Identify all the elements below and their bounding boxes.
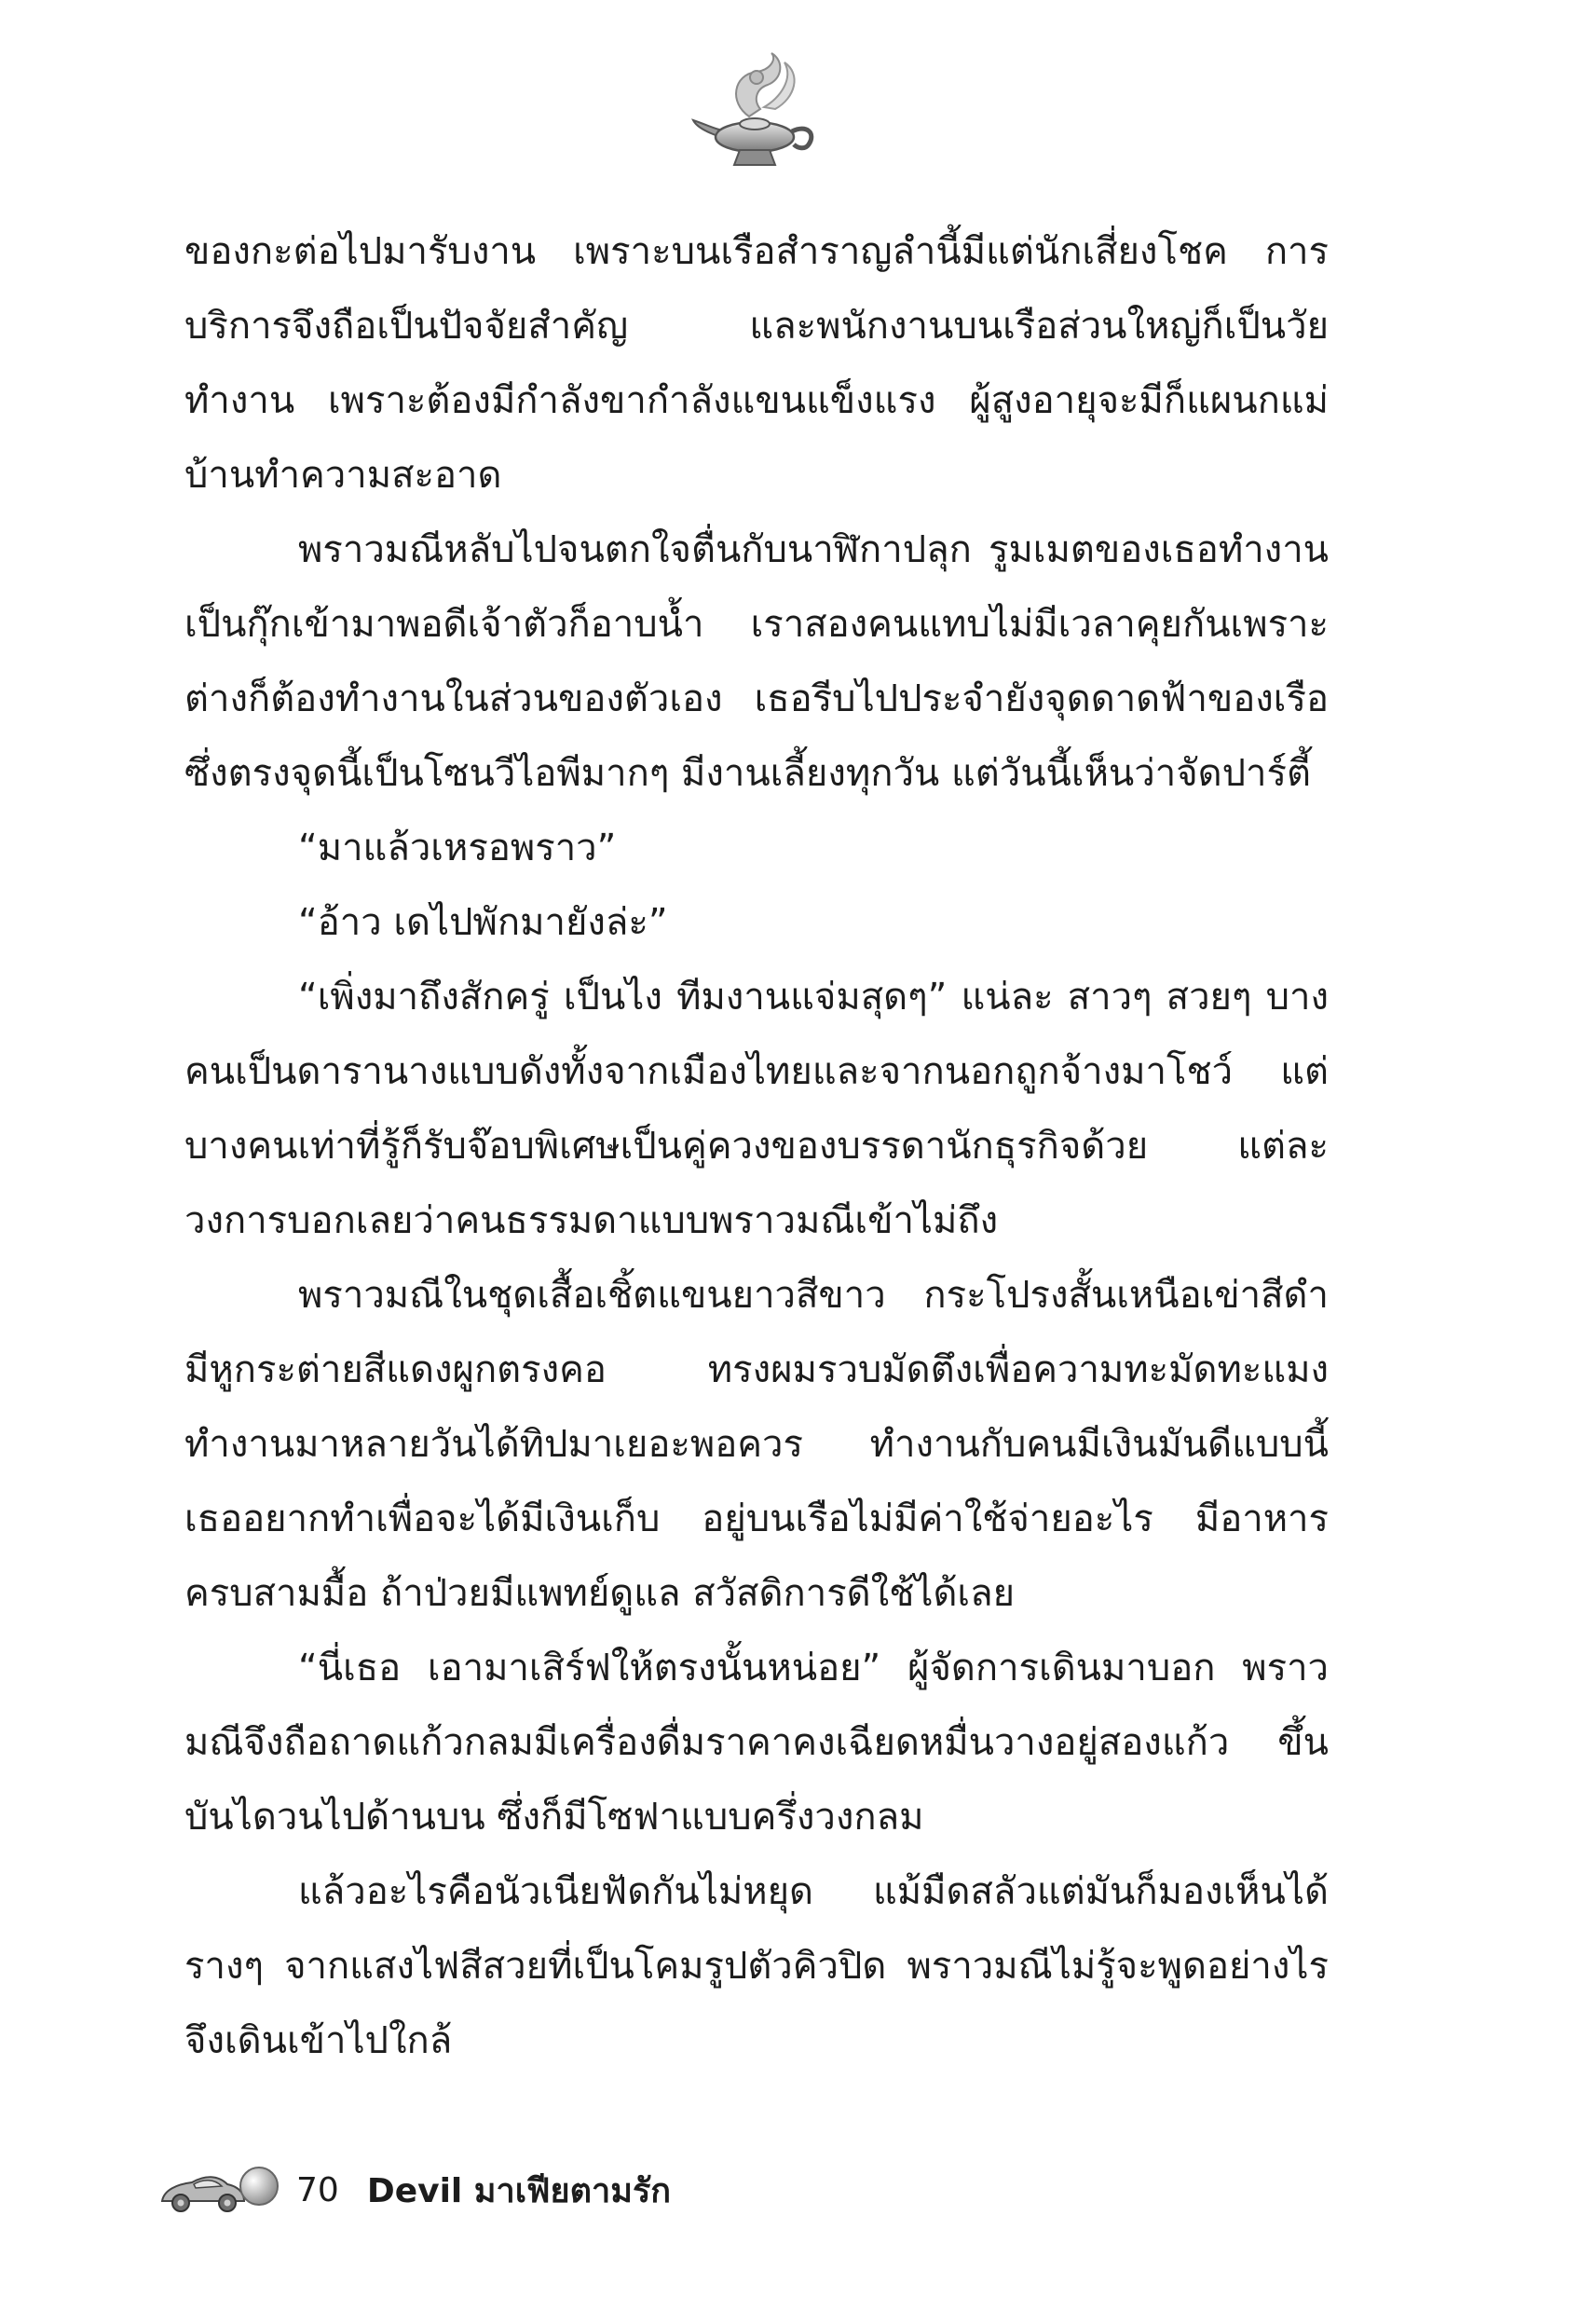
paragraph: “มาแล้วเหรอพราว” (298, 827, 617, 869)
body-text (184, 214, 1329, 2078)
paragraph: ของกะต่อไปมารับงาน เพราะบนเรือสำราญลำนี้มีแต่นักเสี่ยงโชค การบริการจึงถือเป็นปัจจัยสำคัญ และพนักงานบนเรือส่วนใหญ่ก็เป็นวัยทำงาน เพราะต้องมีกำลังขากำลังแขนแข็งแรง ผู้สูงอายุจะมีก็แผนกแม่บ้านทำความสะอาด (184, 230, 1329, 497)
paragraph: “เพิ่งมาถึงสักครู่ เป็นไง ทีมงานแจ่มสุดๆ” แน่ละ สาวๆ สวยๆ บางคนเป็นดารานางแบบดังทั้งจากเมืองไทยและจากนอกถูกจ้างมาโชว์ แต่บางคนเท่าที่รู้ก็รับจ๊อบพิเศษเป็นคู่ควงของบรรดานักธุรกิจด้วย แต่ละวงการบอกเลยว่าคนธรรมดาแบบพราวมณีเข้าไม่ถึง (184, 976, 1329, 1242)
page-number: 70 (296, 2170, 339, 2209)
paragraph: พราวมณีหลับไปจนตกใจตื่นกับนาฬิกาปลุก รูมเมตของเธอทำงานเป็นกุ๊กเข้ามาพอดีเจ้าตัวก็อาบน้ำ เราสองคนแทบไม่มีเวลาคุยกันเพราะต่างก็ต้องทำงานในส่วนของตัวเอง เธอรีบไปประจำยังจุดดาดฟ้าของเรือ ซึ่งตรงจุดนี้เป็นโซนวีไอพีมากๆ มีงานเลี้ยงทุกวัน แต่วันนี้เห็นว่าจัดปาร์ตี้ (184, 528, 1329, 795)
paragraph: “นี่เธอ เอามาเสิร์ฟให้ตรงนั้นหน่อย” ผู้จัดการเดินมาบอก พราวมณีจึงถือถาดแก้วกลมมีเครื่องดื่มราคาคงเฉียดหมื่นวางอยู่สองแก้ว ขึ้นบันไดวนไปด้านบน ซึ่งก็มีโซฟาแบบครึ่งวงกลม (184, 1647, 1329, 1839)
paragraph: แล้วอะไรคือนัวเนียฟัดกันไม่หยุด แม้มืดสลัวแต่มันก็มองเห็นได้รางๆ จากแสงไฟสีสวยที่เป็นโคมรูปตัวคิวปิด พราวมณีไม่รู้จะพูดอย่างไรจึงเดินเข้าไปใกล้ (184, 1870, 1329, 2062)
genie-lamp-icon (691, 51, 822, 172)
car-and-ball-icon (158, 2162, 280, 2218)
book-title: Devil มาเฟียตามรัก (366, 2171, 672, 2210)
paragraph: “อ้าว เดไปพักมายังล่ะ” (298, 901, 668, 944)
paragraph: พราวมณีในชุดเสื้อเชิ้ตแขนยาวสีขาว กระโปรงสั้นเหนือเข่าสีดำ มีหูกระต่ายสีแดงผูกตรงคอ ทรงผมรวบมัดตึงเพื่อความทะมัดทะแมง ทำงานมาหลายวันได้ทิปมาเยอะพอควร ทำงานกับคนมีเงินมันดีแบบนี้ เธออยากทำเพื่อจะได้มีเงินเก็บ อยู่บนเรือไม่มีค่าใช้จ่ายอะไร มีอาหารครบสามมื้อ ถ้าป่วยมีแพทย์ดูแล สวัสดิการดีใช้ได้เลย (184, 1274, 1329, 1615)
page-footer (158, 2162, 671, 2218)
